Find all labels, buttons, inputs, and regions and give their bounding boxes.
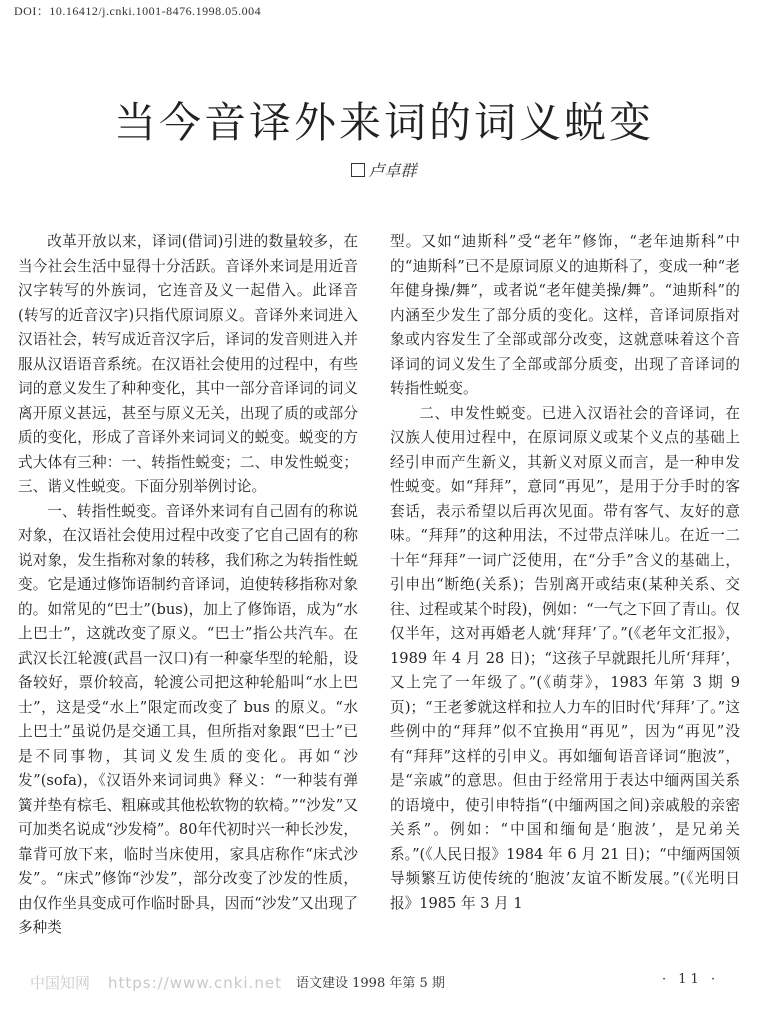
watermark-cnki-logo: 中国知网 — [30, 974, 91, 992]
author-box-icon — [351, 163, 365, 177]
doi-header: DOI：10.16412/j.cnki.1001-8476.1998.05.004 — [14, 4, 262, 18]
author-line — [0, 158, 768, 181]
watermark — [30, 972, 282, 993]
paragraph: 一、转指性蜕变。音译外来词有自己固有的称说对象，在汉语社会使用过程中改变了它自己固有的称说对象，发生指称对象的转移，我们称之为转指性蜕变。它是通过修饰语制约音译词，迫使转移指称对象的。如常见的“巴士”(bus)，加上了修饰语，成为“水上巴士”，这就改变了原义。“巴士”指公共汽车。在武汉长江轮渡(武昌一汉口)有一种豪华型的轮船，设备较好，票价较高，轮渡公司把这种轮船叫“水上巴士”，这是受“水上”限定而改变了 bus 的原义。“水上巴士”虽说仍是交通工具，但所指对象跟“巴士”已是不同事物，其词义发生质的变化。再如“沙发”(sofa)，《汉语外来词词典》释义：“一种装有弹簧并垫有棕毛、粗麻或其他松软物的软椅。”“沙发”又可加类名说成“沙发椅”。80年代初时兴一种长沙发，靠背可放下来，临时当床使用，家具店称作“床式沙发”。“床式”修饰“沙发”，部分改变了沙发的性质，由仅作坐具变成可作临时卧具，因而“沙发”又出现了多种类 — [18, 502, 358, 936]
right-column — [390, 230, 740, 916]
author-name: 卢卓群 — [368, 161, 417, 180]
paragraph: 改革开放以来，译词(借词)引进的数量较多，在当今社会生活中显得十分活跃。音译外来词是用近音汉字转写的外族词，它连音及义一起借入。此译音(转写的近音汉字)只指代原词原义。音译外来词进入汉语社会，转写成近音汉字后，译词的发音则进入并服从汉语语音系统。在汉语社会使用的过程中，有些词的意义发生了种种变化，其中一部分音译词的词义离开原义甚远，甚至与原义无关，出现了质的或部分质的变化，形成了音译外来词词义的蜕变。蜕变的方式大体有三种：一、转指性蜕变；二、申发性蜕变；三、谐义性蜕变。下面分别举例讨论。 — [18, 233, 358, 495]
paragraph-continued: 型。又如“迪斯科”受“老年”修饰，“老年迪斯科”中的“迪斯科”已不是原词原义的迪斯科了，变成一种“老年健身操/舞”，或者说“老年健美操/舞”。“迪斯科”的内涵至少发生了部分质的变化。这样，音译词原指对象或内容发生了全部或部分改变，这就意味着这个音译词的词义发生了全部或部分质变，出现了音译词的转指性蜕变。 — [390, 233, 740, 397]
page-number: · 11 · — [662, 972, 720, 987]
watermark-url: https://www.cnki.net — [108, 974, 282, 992]
article-title: 当今音译外来词的词义蜕变 — [113, 98, 654, 148]
footer-journal: 语文建设 1998 年第 5 期 — [296, 976, 445, 991]
paragraph: 二、申发性蜕变。已进入汉语社会的音译词，在汉族人使用过程中，在原词原义或某个义点的基础上经引申而产生新义，其新义对原义而言，是一种申发性蜕变。如“拜拜”，意同“再见”，是用于分手时的客套话，表示希望以后再次见面。带有客气、友好的意味。“拜拜”的这种用法，不过带点洋味儿。在近一二十年“拜拜”一词广泛使用，在“分手”含义的基础上，引申出“断绝(关系)；告别离开或结束(某种关系、交往、过程或某个时段)，例如：“一气之下回了青山。仅仅半年，这对再婚老人就‘拜拜’了。”(《老年文汇报》，1989 年 4 月 28 日)；“这孩子早就跟托儿所‘拜拜’，又上完了一年级了。”(《萌芽》，1983 年第 3 期 9 页)；“王老爹就这样和拉人力车的旧时代‘拜拜’了。”这些例中的“拜拜”似不宜换用“再见”，因为“再见”没有“拜拜”这样的引申义。再如缅甸语音译词“胞波”，是“亲戚”的意思。但由于经常用于表达中缅两国关系的语境中，使引申特指“(中缅两国之间)亲戚般的亲密关系”。例如：“中国和缅甸是‘胞波’，是兄弟关系。”(《人民日报》1984 年 6 月 21 日)；“中缅两国领导频繁互访使传统的‘胞波’友谊不断发展。”(《光明日报》1985 年 3 月 1 — [390, 404, 740, 912]
left-column — [18, 230, 358, 941]
